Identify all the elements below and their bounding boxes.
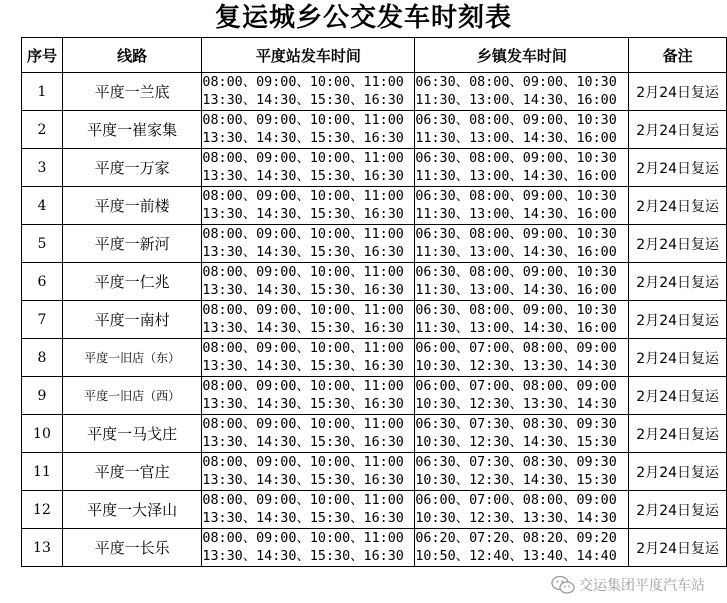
station-times-line: 08:00、09:00、10:00、11:00: [202, 264, 404, 280]
station-times-line: 08:00、09:00、10:00、11:00: [202, 302, 404, 318]
bus-schedule-table: [21, 37, 727, 567]
table-row: [22, 225, 727, 263]
town-departure-times: [415, 415, 629, 453]
resume-note: 2月24日复运: [629, 301, 727, 339]
town-departure-times: [415, 377, 629, 415]
table-row: [22, 149, 727, 187]
town-departure-times: [415, 263, 629, 301]
town-times-line: 06:00、07:00、08:00、09:00: [415, 340, 617, 356]
town-times-line: 06:30、08:00、09:00、10:30: [415, 264, 617, 280]
station-times-line: 08:00、09:00、10:00、11:00: [202, 378, 404, 394]
header-note: 备注: [629, 38, 727, 73]
row-number: 10: [22, 415, 63, 453]
resume-note: 2月24日复运: [629, 415, 727, 453]
town-times-line: 06:30、08:00、09:00、10:30: [415, 302, 617, 318]
table-row: [22, 73, 727, 111]
resume-note: 2月24日复运: [629, 73, 727, 111]
station-times-line: 08:00、09:00、10:00、11:00: [202, 188, 404, 204]
station-times-line: 13:30、14:30、15:30、16:30: [202, 206, 404, 222]
town-departure-times: [415, 149, 629, 187]
station-departure-times: [202, 453, 415, 491]
row-number: 2: [22, 111, 63, 149]
station-times-line: 13:30、14:30、15:30、16:30: [202, 168, 404, 184]
town-departure-times: [415, 491, 629, 529]
table-row: [22, 377, 727, 415]
row-number: 3: [22, 149, 63, 187]
station-times-line: 13:30、14:30、15:30、16:30: [202, 92, 404, 108]
town-times-line: 06:30、08:00、09:00、10:30: [415, 226, 617, 242]
town-times-line: 06:30、08:00、09:00、10:30: [415, 188, 617, 204]
route-name: 平度一马戈庄: [62, 415, 202, 453]
town-times-line: 11:30、13:00、14:30、16:00: [415, 244, 617, 260]
resume-note: 2月24日复运: [629, 377, 727, 415]
town-departure-times: [415, 187, 629, 225]
station-times-line: 08:00、09:00、10:00、11:00: [202, 530, 404, 546]
town-times-line: 10:30、12:30、14:30、15:30: [415, 434, 617, 450]
resume-note: 2月24日复运: [629, 339, 727, 377]
row-number: 7: [22, 301, 63, 339]
header-station-times: 平度站发车时间: [202, 38, 415, 73]
town-times-line: 10:30、12:30、13:30、14:30: [415, 396, 617, 412]
station-times-line: 13:30、14:30、15:30、16:30: [202, 282, 404, 298]
station-times-line: 08:00、09:00、10:00、11:00: [202, 150, 404, 166]
town-times-line: 11:30、13:00、14:30、16:00: [415, 206, 617, 222]
town-times-line: 06:30、08:00、09:00、10:30: [415, 150, 617, 166]
town-times-line: 06:00、07:00、08:00、09:00: [415, 378, 617, 394]
station-departure-times: [202, 529, 415, 567]
route-name: 平度一旧店（西）: [62, 377, 202, 415]
station-departure-times: [202, 111, 415, 149]
route-name: 平度一万家: [62, 149, 202, 187]
town-times-line: 06:30、07:30、08:30、09:30: [415, 454, 617, 470]
station-times-line: 13:30、14:30、15:30、16:30: [202, 130, 404, 146]
page-title: 复运城乡公交发车时刻表: [214, 3, 512, 33]
station-departure-times: [202, 377, 415, 415]
town-times-line: 11:30、13:00、14:30、16:00: [415, 130, 617, 146]
station-times-line: 08:00、09:00、10:00、11:00: [202, 74, 404, 90]
row-number: 13: [22, 529, 63, 567]
town-departure-times: [415, 301, 629, 339]
station-departure-times: [202, 187, 415, 225]
row-number: 6: [22, 263, 63, 301]
station-departure-times: [202, 263, 415, 301]
station-times-line: 13:30、14:30、15:30、16:30: [202, 548, 404, 564]
table-row: [22, 263, 727, 301]
wechat-icon: [551, 575, 575, 595]
station-departure-times: [202, 225, 415, 263]
station-times-line: 13:30、14:30、15:30、16:30: [202, 434, 404, 450]
route-name: 平度一仁兆: [62, 263, 202, 301]
watermark: [551, 575, 705, 595]
route-name: 平度一前楼: [62, 187, 202, 225]
resume-note: 2月24日复运: [629, 529, 727, 567]
row-number: 8: [22, 339, 63, 377]
town-times-line: 06:30、08:00、09:00、10:30: [415, 112, 617, 128]
town-times-line: 10:30、12:30、14:30、15:30: [415, 472, 617, 488]
town-times-line: 10:30、12:30、13:30、14:30: [415, 510, 617, 526]
station-times-line: 13:30、14:30、15:30、16:30: [202, 472, 404, 488]
station-times-line: 08:00、09:00、10:00、11:00: [202, 416, 404, 432]
resume-note: 2月24日复运: [629, 187, 727, 225]
station-times-line: 08:00、09:00、10:00、11:00: [202, 492, 404, 508]
header-town-times: 乡镇发车时间: [415, 38, 629, 73]
route-name: 平度一新河: [62, 225, 202, 263]
route-name: 平度一崔家集: [62, 111, 202, 149]
table-row: [22, 415, 727, 453]
resume-note: 2月24日复运: [629, 111, 727, 149]
town-departure-times: [415, 73, 629, 111]
row-number: 11: [22, 453, 63, 491]
table-body: [22, 73, 727, 567]
watermark-text: 交运集团平度汽车站: [579, 578, 705, 594]
station-times-line: 08:00、09:00、10:00、11:00: [202, 226, 404, 242]
town-times-line: 11:30、13:00、14:30、16:00: [415, 168, 617, 184]
route-name: 平度一兰底: [62, 73, 202, 111]
route-name: 平度一长乐: [62, 529, 202, 567]
station-departure-times: [202, 415, 415, 453]
route-name: 平度一官庄: [62, 453, 202, 491]
header-no: 序号: [22, 38, 63, 73]
table-row: [22, 339, 727, 377]
table-row: [22, 111, 727, 149]
station-times-line: 08:00、09:00、10:00、11:00: [202, 340, 404, 356]
table-row: [22, 301, 727, 339]
station-departure-times: [202, 339, 415, 377]
route-name: 平度一南村: [62, 301, 202, 339]
row-number: 9: [22, 377, 63, 415]
table-header-row: [22, 38, 727, 73]
resume-note: 2月24日复运: [629, 453, 727, 491]
station-times-line: 08:00、09:00、10:00、11:00: [202, 112, 404, 128]
row-number: 12: [22, 491, 63, 529]
row-number: 4: [22, 187, 63, 225]
town-times-line: 11:30、13:00、14:30、16:00: [415, 282, 617, 298]
station-times-line: 13:30、14:30、15:30、16:30: [202, 320, 404, 336]
row-number: 1: [22, 73, 63, 111]
town-times-line: 10:30、12:30、13:30、14:30: [415, 358, 617, 374]
station-times-line: 08:00、09:00、10:00、11:00: [202, 454, 404, 470]
town-times-line: 06:30、07:30、08:30、09:30: [415, 416, 617, 432]
town-times-line: 11:30、13:00、14:30、16:00: [415, 92, 617, 108]
town-times-line: 10:50、12:40、13:40、14:40: [415, 548, 617, 564]
town-times-line: 06:30、08:00、09:00、10:30: [415, 74, 617, 90]
header-route: 线路: [62, 38, 202, 73]
station-departure-times: [202, 301, 415, 339]
station-times-line: 13:30、14:30、15:30、16:30: [202, 396, 404, 412]
town-times-line: 06:00、07:00、08:00、09:00: [415, 492, 617, 508]
town-departure-times: [415, 339, 629, 377]
resume-note: 2月24日复运: [629, 263, 727, 301]
town-departure-times: [415, 529, 629, 567]
route-name: 平度一旧店（东）: [62, 339, 202, 377]
station-departure-times: [202, 491, 415, 529]
station-times-line: 13:30、14:30、15:30、16:30: [202, 244, 404, 260]
resume-note: 2月24日复运: [629, 491, 727, 529]
town-departure-times: [415, 111, 629, 149]
table-row: [22, 453, 727, 491]
table-row: [22, 491, 727, 529]
route-name: 平度一大泽山: [62, 491, 202, 529]
resume-note: 2月24日复运: [629, 225, 727, 263]
station-times-line: 13:30、14:30、15:30、16:30: [202, 510, 404, 526]
town-times-line: 11:30、13:00、14:30、16:00: [415, 320, 617, 336]
table-row: [22, 187, 727, 225]
table-row: [22, 529, 727, 567]
town-departure-times: [415, 453, 629, 491]
station-times-line: 13:30、14:30、15:30、16:30: [202, 358, 404, 374]
station-departure-times: [202, 73, 415, 111]
town-departure-times: [415, 225, 629, 263]
town-times-line: 06:20、07:20、08:20、09:20: [415, 530, 617, 546]
station-departure-times: [202, 149, 415, 187]
row-number: 5: [22, 225, 63, 263]
resume-note: 2月24日复运: [629, 149, 727, 187]
